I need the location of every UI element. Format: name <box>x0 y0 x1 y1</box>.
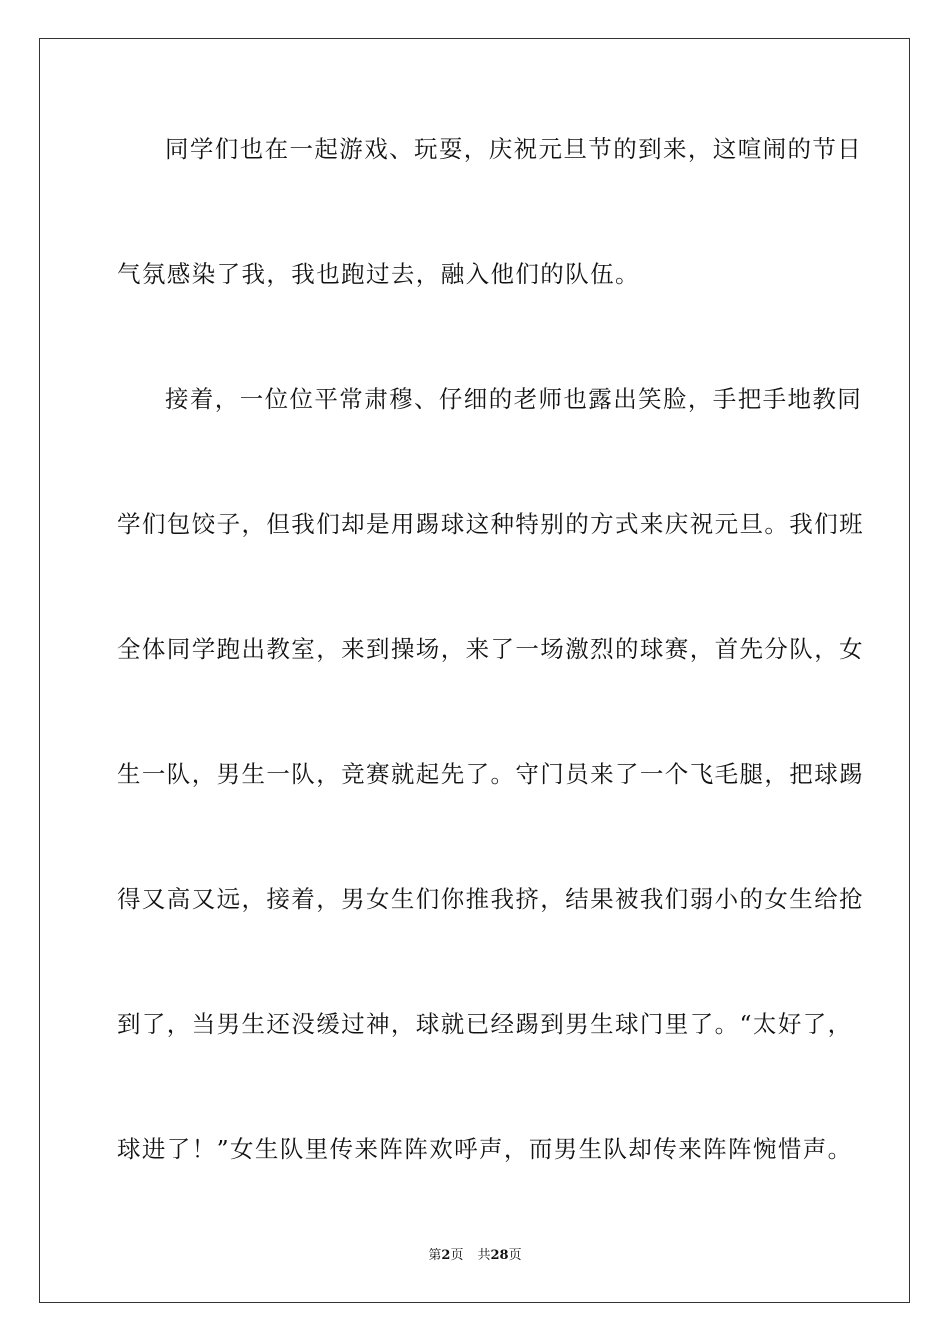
paragraph-2-line-2: 学们包饺子，但我们却是用踢球这种特别的方式来庆祝元旦。我们班 <box>117 510 864 538</box>
paragraph-1-line-1: 同学们也在一起游戏、玩耍，庆祝元旦节的到来，这喧闹的节日 <box>165 135 863 163</box>
page-border <box>39 38 910 1303</box>
page-number: 2 <box>441 1248 451 1263</box>
page-suffix: 页 <box>450 1248 464 1263</box>
paragraph-2-line-1: 接着，一位位平常肃穆、仔细的老师也露出笑脸，手把手地教同 <box>165 385 863 413</box>
paragraph-2-line-3: 全体同学跑出教室，来到操场，来了一场激烈的球赛，首先分队，女 <box>117 635 864 663</box>
paragraph-2-line-6: 到了，当男生还没缓过神，球就已经踢到男生球门里了。“太好了， <box>117 1010 853 1038</box>
paragraph-2-line-4: 生一队，男生一队，竞赛就起先了。守门员来了一个飞毛腿，把球踢 <box>117 760 864 788</box>
total-pages: 28 <box>490 1248 509 1263</box>
paragraph-2-line-5: 得又高又远，接着，男女生们你推我挤，结果被我们弱小的女生给抢 <box>117 885 864 913</box>
paragraph-1-line-2: 气氛感染了我，我也跑过去，融入他们的队伍。 <box>117 260 640 288</box>
paragraph-2-line-7: 球进了！”女生队里传来阵阵欢呼声，而男生队却传来阵阵惋惜声。 <box>117 1135 853 1163</box>
page-footer <box>0 1247 950 1265</box>
page-prefix: 第 <box>428 1248 442 1263</box>
total-prefix: 共 <box>477 1248 491 1263</box>
total-suffix: 页 <box>508 1248 522 1263</box>
